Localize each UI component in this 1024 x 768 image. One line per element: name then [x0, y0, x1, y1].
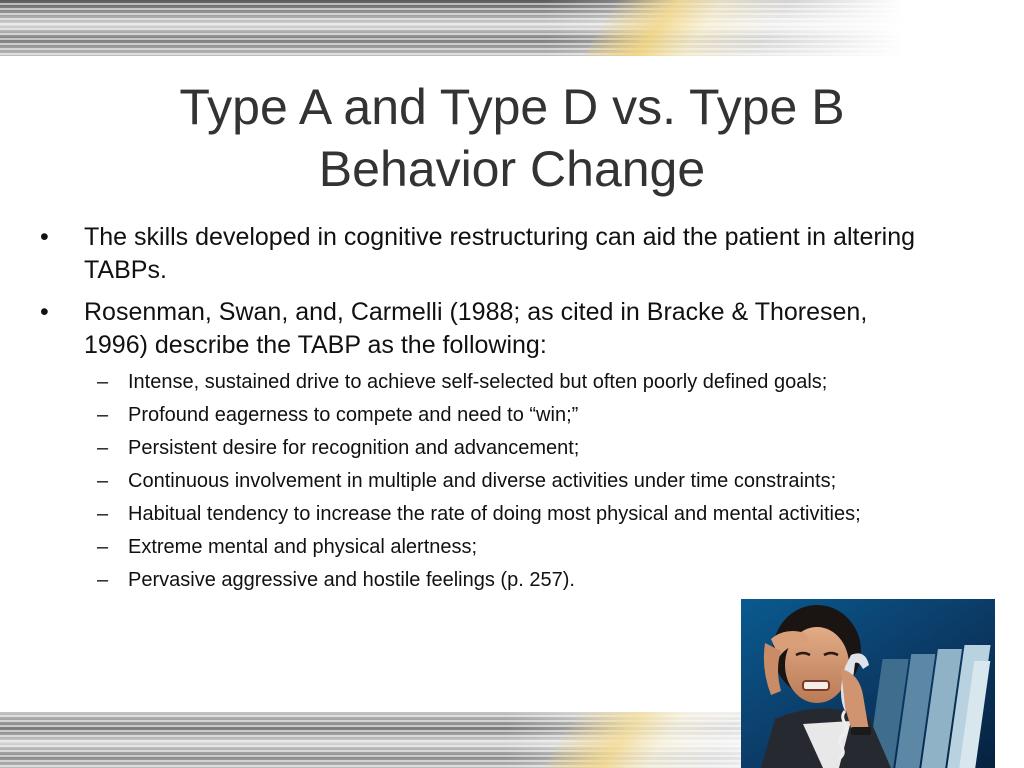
- dash-marker: –: [97, 569, 109, 591]
- top-decorative-band: [0, 0, 1024, 56]
- sub-bullet-item: [40, 534, 888, 560]
- dash-marker: –: [97, 536, 109, 558]
- dash-marker: –: [97, 404, 109, 426]
- sub-bullet-item: [40, 402, 888, 428]
- sub-bullet-text: Pervasive aggressive and hostile feelings (p. 257).: [128, 569, 575, 591]
- sub-bullet-item: [40, 468, 888, 494]
- dash-marker: –: [97, 503, 109, 525]
- sub-bullet-item: [40, 435, 888, 461]
- bullet-marker: •: [40, 223, 49, 251]
- dash-marker: –: [97, 470, 109, 492]
- bullet-text: Rosenman, Swan, and, Carmelli (1988; as cited in Bracke & Thoresen, 1996) describe the TABP as the following:: [84, 298, 868, 359]
- slide-body: [40, 221, 920, 600]
- bullet-marker: •: [40, 298, 49, 326]
- slide-title: [0, 76, 1024, 200]
- top-band-fade: [544, 0, 1024, 56]
- sub-bullet-list: [40, 369, 920, 593]
- stressed-woman-on-phone-photo: [741, 599, 995, 768]
- sub-bullet-text: Extreme mental and physical alertness;: [128, 536, 478, 558]
- sub-bullet-item: [40, 369, 888, 395]
- sub-bullet-text: Intense, sustained drive to achieve self-selected but often poorly defined goals;: [128, 371, 828, 393]
- bullet-text: The skills developed in cognitive restructuring can aid the patient in altering TABPs.: [84, 223, 916, 284]
- dash-marker: –: [97, 371, 109, 393]
- sub-bullet-item: [40, 501, 888, 527]
- bullet-item: [40, 296, 920, 362]
- sub-bullet-text: Persistent desire for recognition and advancement;: [128, 437, 580, 459]
- sub-bullet-text: Continuous involvement in multiple and diverse activities under time constraints;: [128, 470, 837, 492]
- bullet-item: [40, 221, 920, 287]
- sub-bullet-text: Habitual tendency to increase the rate of doing most physical and mental activities;: [128, 503, 861, 525]
- dash-marker: –: [97, 437, 109, 459]
- sub-bullet-item: [40, 567, 888, 593]
- slide-title-line-2: Behavior Change: [318, 141, 706, 197]
- photo-illustration: [741, 599, 995, 768]
- sub-bullet-text: Profound eagerness to compete and need to “win;”: [128, 404, 579, 426]
- slide-title-line-1: Type A and Type D vs. Type B: [179, 79, 845, 135]
